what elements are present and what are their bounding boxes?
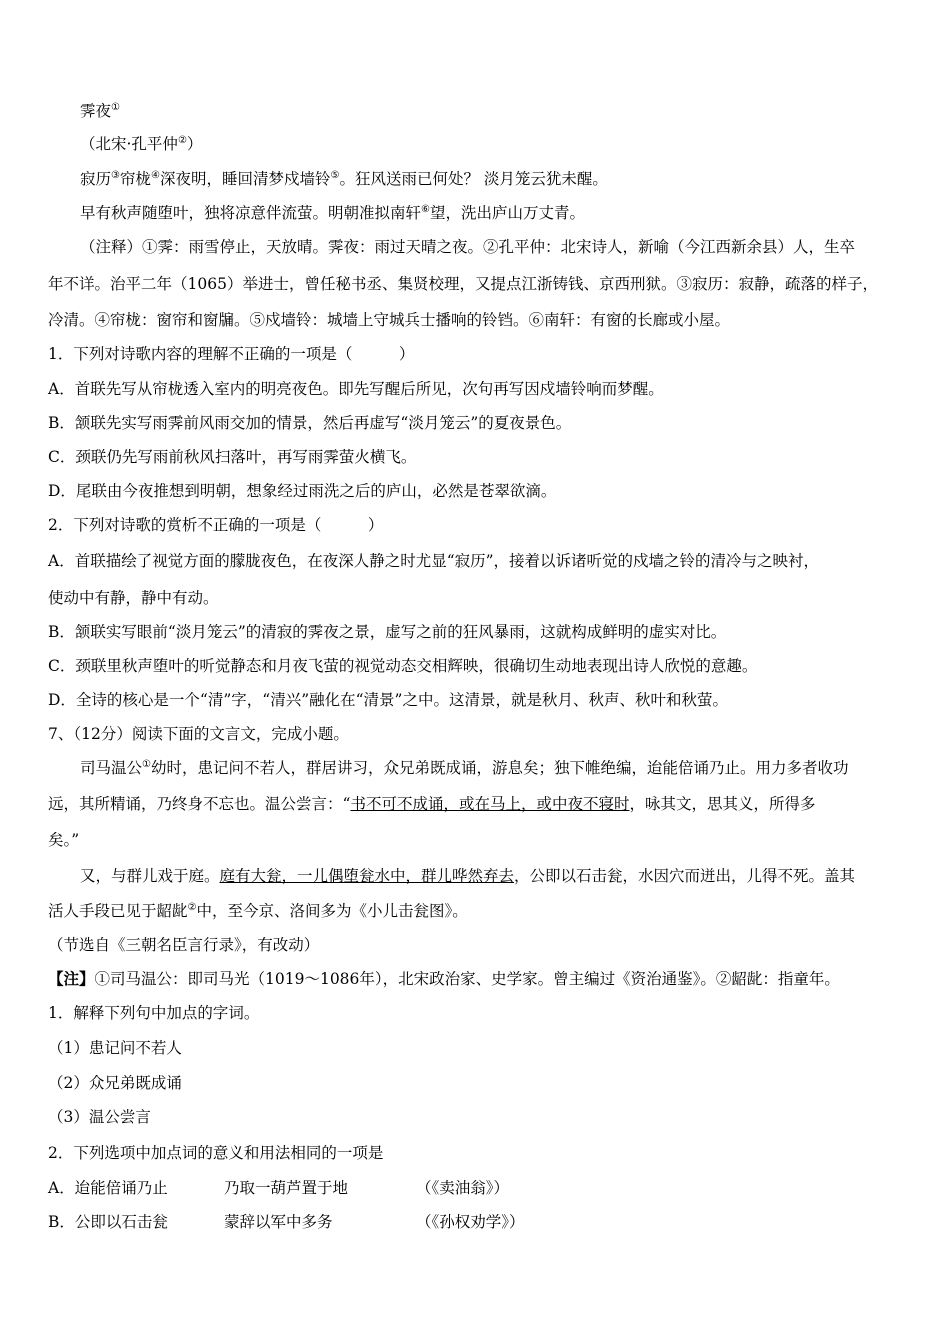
- poem-notes-line: 年不详。治平二年（1065）举进士，曾任秘书丞、集贤校理，又提点江浙铸钱、京西刑狱。③寂历：寂静，疏落的样子，: [48, 275, 878, 293]
- underlined-sentence-1: 书不可不成诵，或在马上，或中夜不寝时: [350, 795, 630, 813]
- question-1-stem: 1．下列对诗歌内容的理解不正确的一项是（ ）: [48, 345, 415, 363]
- passage-source: （节选自《三朝名臣言行录》，有改动）: [48, 936, 320, 954]
- question-1-option-a: A．首联先写从帘栊透入室内的明亮夜色。即先写醒后所见，次句再写因戍墙铃响而梦醒。: [48, 380, 664, 398]
- question-1-option-c: C．颈联仍先写雨前秋风扫落叶，再写雨霁萤火横飞。: [48, 448, 417, 466]
- passage-note: 【注】①司马温公：即司马光（1019～1086年），北宋政治家、史学家。曾主编过《资治通鉴》。②龆龀：指童年。: [48, 969, 840, 988]
- poem-title: 霁夜①: [80, 101, 120, 120]
- question-2-stem: 2．下列对诗歌的赏析不正确的一项是（ ）: [48, 516, 384, 534]
- option-row-label: A．迨能倍诵乃止: [48, 1179, 168, 1197]
- option-row-compare: 蒙辞以军中多务: [224, 1213, 333, 1231]
- question-1-option-b: B．颔联先实写雨霁前风雨交加的情景，然后再虚写“淡月笼云”的夏夜景色。: [48, 414, 572, 432]
- option-row-source: （《孙权劝学》）: [416, 1213, 525, 1231]
- option-row-label: B．公即以石击瓮: [48, 1213, 168, 1231]
- poem-notes-line: （注释）①霁：雨雪停止，天放晴。霁夜：雨过天晴之夜。②孔平仲：北宋诗人，新喻（今江西新余县）人，生卒: [80, 238, 856, 256]
- sub-question-1-item: （1）患记问不若人: [48, 1039, 182, 1057]
- option-row-compare: 乃取一葫芦置于地: [224, 1179, 349, 1197]
- poem-notes-line: 冷清。④帘栊：窗帘和窗牖。⑤戍墙铃：城墙上守城兵士播响的铃铛。⑥南轩：有窗的长廊或小屋。: [48, 311, 731, 329]
- question-2-option-d: D．全诗的核心是一个“清”字，“清兴”融化在“清景”之中。这清景，就是秋月、秋声、秋叶和秋萤。: [48, 691, 728, 709]
- option-row-source: （《卖油翁》）: [416, 1179, 510, 1197]
- question-2-option-c: C．颈联里秋声堕叶的听觉静态和月夜飞萤的视觉动态交相辉映，很确切生动地表现出诗人欣悦的意趣。: [48, 657, 758, 675]
- passage-p2-line-2: 活人手段已见于龆龀②中，至今京、洛间多为《小儿击瓮图》。: [48, 901, 468, 920]
- sub-question-1: 1．解释下列句中加点的字词。: [48, 1004, 260, 1022]
- passage-p1-line-3: 矣。”: [48, 831, 80, 849]
- passage-p1-line-2: 远，其所精诵，乃终身不忘也。温公尝言：“书不可不成诵，或在马上，或中夜不寝时，咏其文，思其义，所得多: [48, 795, 816, 813]
- question-1-option-d: D．尾联由今夜推想到明朝，想象经过雨洗之后的庐山，必然是苍翠欲滴。: [48, 482, 557, 500]
- underlined-sentence-2: 庭有大瓮，一儿偶堕瓮水中，群儿哗然弃去: [219, 867, 515, 885]
- sub-question-2: 2．下列选项中加点词的意义和用法相同的一项是: [48, 1144, 384, 1162]
- poem-line-2: 早有秋声随堕叶，独将凉意伴流萤。明朝准拟南轩⑥望，洗出庐山万丈青。: [80, 203, 585, 222]
- sub-question-1-item: （2）众兄弟既成诵: [48, 1074, 182, 1092]
- question-2-option-a-cont: 使动中有静，静中有动。: [48, 589, 219, 607]
- poem-line-1: 寂历③帘栊④深夜明，睡回清梦戍墙铃⑤。狂风送雨已何处？ 淡月笼云犹未醒。: [80, 169, 608, 188]
- passage-p1-line-1: 司马温公①幼时，患记问不若人，群居讲习，众兄弟既成诵，游息矣；独下帷绝编，迨能倍诵乃止。用力多者收功: [80, 758, 849, 777]
- question-2-option-b: B．颔联实写眼前“淡月笼云”的清寂的霁夜之景，虚写之前的狂风暴雨，这就构成鲜明的虚实对比。: [48, 623, 727, 641]
- question-7-header: 7、（12分）阅读下面的文言文，完成小题。: [48, 725, 349, 743]
- poem-author: （北宋·孔平仲②）: [80, 134, 203, 153]
- sub-question-1-item: （3）温公尝言: [48, 1108, 151, 1126]
- passage-p2-line-1: 又，与群儿戏于庭。庭有大瓮，一儿偶堕瓮水中，群儿哗然弃去，公即以石击瓮，水因穴而迸出，儿得不死。盖其: [80, 867, 856, 885]
- question-2-option-a: A．首联描绘了视觉方面的朦胧夜色，在夜深人静之时尤显“寂历”，接着以诉诸听觉的戍墙之铃的清冷与之映衬，: [48, 552, 820, 570]
